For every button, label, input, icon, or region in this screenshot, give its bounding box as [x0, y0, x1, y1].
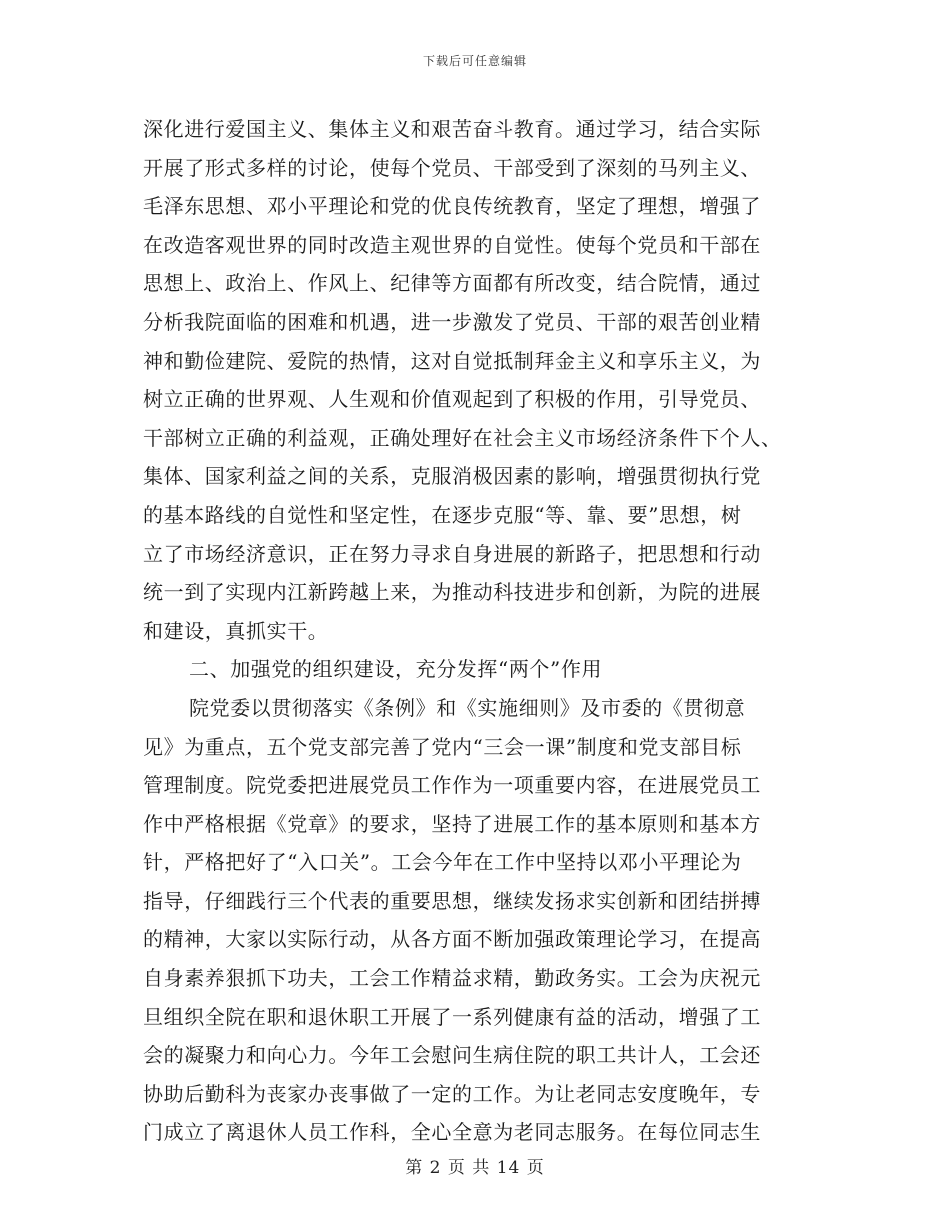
body-line: 的基本路线的自觉性和坚定性，在逐步克服“等、靠、要”思想，树: [143, 502, 742, 527]
body-line: 院党委以贯彻落实《条例》和《实施细则》及市委的《贯彻意: [189, 695, 746, 720]
body-line: 在改造客观世界的同时改造主观世界的自觉性。使每个党员和干部在: [143, 232, 761, 257]
body-line: 树立正确的世界观、人生观和价值观起到了积极的作用，引导党员、: [143, 387, 761, 412]
body-line: 协助后勤科为丧家办丧事做了一定的工作。为让老同志安度晚年，专: [143, 1081, 761, 1106]
body-line: 和建设，真抓实干。: [143, 618, 329, 643]
body-line: 见》为重点，五个党支部完善了党内“三会一课”制度和党支部目标: [143, 734, 742, 759]
body-line: 管理制度。院党委把进展党员工作作为一项重要内容，在进展党员工: [143, 773, 761, 798]
body-line: 集体、国家利益之间的关系，克服消极因素的影响，增强贯彻执行党: [143, 464, 761, 489]
body-line: 指导，仔细践行三个代表的重要思想，继续发扬求实创新和团结拼搏: [143, 888, 761, 913]
section-heading: 二、加强党的组织建设，充分发挥“两个”作用: [189, 657, 603, 682]
body-line: 深化进行爱国主义、集体主义和艰苦奋斗教育。通过学习，结合实际: [143, 117, 761, 141]
body-line: 门成立了离退休人员工作科，全心全意为老同志服务。在每位同志生: [143, 1120, 761, 1145]
body-line: 针，严格把好了“入口关”。工会今年在工作中坚持以邓小平理论为: [143, 850, 742, 875]
body-line: 干部树立正确的利益观，正确处理好在社会主义市场经济条件下个人、: [143, 425, 782, 450]
header-note: 下载后可任意编辑: [422, 54, 527, 68]
body-line: 会的凝聚力和向心力。今年工会慰问生病住院的职工共计人，工会还: [143, 1043, 761, 1068]
body-line: 统一到了实现内江新跨越上来，为推动科技进步和创新，为院的进展: [143, 580, 761, 605]
body-line: 自身素养狠抓下功夫，工会工作精益求精，勤政务实。工会为庆祝元: [143, 966, 761, 991]
body-line: 作中严格根据《党章》的要求，坚持了进展工作的基本原则和基本方: [143, 811, 761, 836]
body-line: 神和勤俭建院、爱院的热情，这对自觉抵制拜金主义和享乐主义，为: [143, 348, 761, 373]
body-line: 立了市场经济意识，正在努力寻求自身进展的新路子，把思想和行动: [143, 541, 761, 566]
body-line: 分析我院面临的困难和机遇，进一步激发了党员、干部的艰苦创业精: [143, 309, 761, 334]
body-line: 的精神，大家以实际行动，从各方面不断加强政策理论学习，在提高: [143, 927, 761, 952]
body-line: 思想上、政治上、作风上、纪律等方面都有所改变，结合院情，通过: [143, 271, 761, 296]
body-text: [143, 110, 808, 1152]
page-number: 第 2 页 共 14 页: [405, 1158, 545, 1178]
body-line: 旦组织全院在职和退休职工开展了一系列健康有益的活动，增强了工: [143, 1004, 761, 1029]
body-line: 开展了形式多样的讨论，使每个党员、干部受到了深刻的马列主义、: [143, 155, 761, 180]
body-line: 毛泽东思想、邓小平理论和党的优良传统教育，坚定了理想，增强了: [143, 194, 761, 219]
